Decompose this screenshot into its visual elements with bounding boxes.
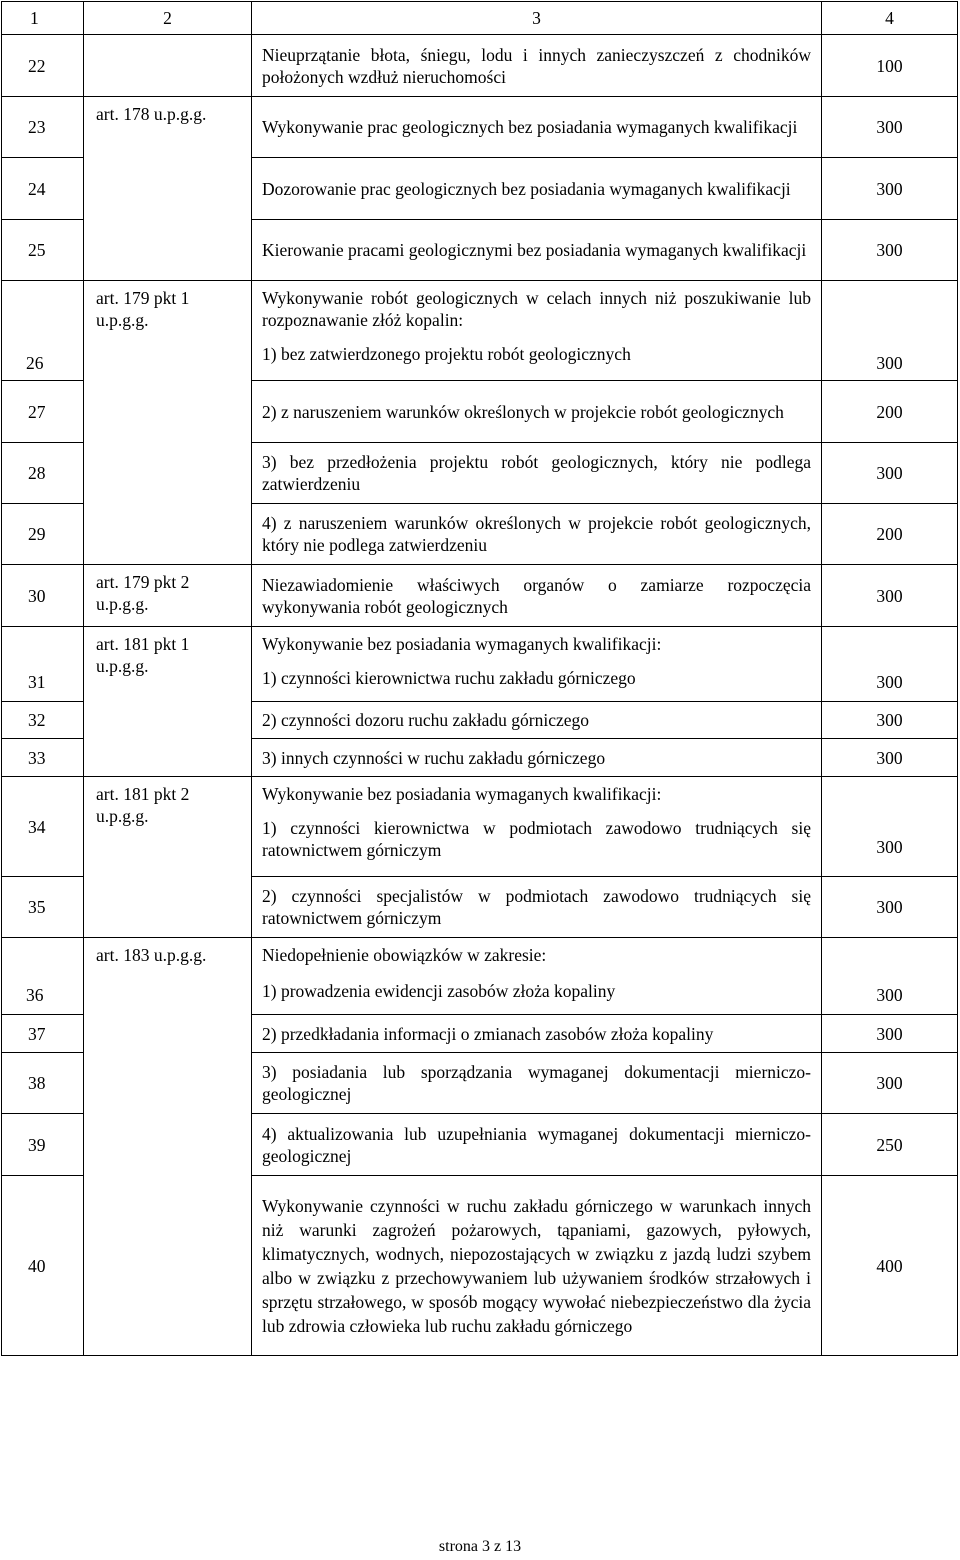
offence-description: Wykonywanie prac geologicznych bez posiadania wymaganych kwalifikacji bbox=[252, 97, 822, 158]
table-row bbox=[2, 777, 958, 877]
row-number: 34 bbox=[2, 777, 84, 877]
row-number: 31 bbox=[2, 627, 84, 702]
group-intro: Wykonywanie bez posiadania wymaganych kwalifikacji: bbox=[262, 634, 662, 654]
offence-description: 2) czynności dozoru ruchu zakładu górniczego bbox=[252, 702, 822, 739]
row-number: 36 bbox=[2, 938, 84, 1015]
fine-amount: 300 bbox=[822, 565, 958, 627]
fine-amount: 300 bbox=[822, 739, 958, 777]
fine-amount: 300 bbox=[822, 627, 958, 702]
fine-amount: 300 bbox=[822, 158, 958, 220]
fine-amount: 100 bbox=[822, 35, 958, 97]
legal-basis: art. 181 pkt 1 u.p.g.g. bbox=[96, 634, 190, 676]
row-number: 22 bbox=[2, 35, 84, 97]
fine-amount: 200 bbox=[822, 381, 958, 443]
offence-description: 2) czynności specjalistów w podmiotach zawodowo trudniących się ratownictwem górniczym bbox=[252, 877, 822, 938]
fine-amount: 300 bbox=[822, 443, 958, 504]
fine-amount: 250 bbox=[822, 1114, 958, 1176]
fine-amount: 300 bbox=[822, 1053, 958, 1114]
row-number: 38 bbox=[2, 1053, 84, 1114]
article-cell bbox=[84, 565, 252, 627]
offence-item: 1) czynności kierownictwa w podmiotach zawodowo trudniących się ratownictwem górniczym bbox=[262, 818, 811, 860]
offence-description bbox=[252, 627, 822, 702]
offence-description: 4) z naruszeniem warunków określonych w projekcie robót geologicznych, który nie podlega zatwierdzeniu bbox=[252, 504, 822, 565]
offence-description bbox=[252, 938, 822, 1015]
fine-amount: 300 bbox=[822, 220, 958, 281]
row-number: 25 bbox=[2, 220, 84, 281]
article-cell bbox=[84, 627, 252, 777]
table-row bbox=[2, 627, 958, 702]
row-number: 28 bbox=[2, 443, 84, 504]
table-row bbox=[2, 281, 958, 381]
offence-description: Nieuprzątanie błota, śniegu, lodu i innych zanieczyszczeń z chodników położonych wzdłuż nieruchomości bbox=[252, 35, 822, 97]
offence-description bbox=[252, 777, 822, 877]
legal-basis: art. 179 pkt 1 u.p.g.g. bbox=[96, 288, 190, 330]
header-col-4: 4 bbox=[822, 2, 958, 35]
legal-basis: art. 181 pkt 2 u.p.g.g. bbox=[96, 784, 190, 826]
article-cell bbox=[84, 97, 252, 281]
row-number: 27 bbox=[2, 381, 84, 443]
group-intro: Niedopełnienie obowiązków w zakresie: bbox=[262, 945, 547, 965]
fine-amount: 300 bbox=[822, 777, 958, 877]
offence-description: Dozorowanie prac geologicznych bez posiadania wymaganych kwalifikacji bbox=[252, 158, 822, 220]
fine-amount: 300 bbox=[822, 938, 958, 1015]
offence-description: 2) przedkładania informacji o zmianach zasobów złoża kopaliny bbox=[252, 1015, 822, 1053]
article-cell bbox=[84, 777, 252, 938]
row-number: 32 bbox=[2, 702, 84, 739]
offence-description: 3) posiadania lub sporządzania wymaganej dokumentacji mierniczo-geologicznej bbox=[252, 1053, 822, 1114]
fine-amount: 300 bbox=[822, 281, 958, 381]
offence-item: 1) czynności kierownictwa ruchu zakładu górniczego bbox=[262, 668, 636, 688]
header-col-3: 3 bbox=[252, 2, 822, 35]
article-cell bbox=[84, 281, 252, 565]
legal-basis: art. 178 u.p.g.g. bbox=[96, 104, 207, 124]
offence-description: 3) bez przedłożenia projektu robót geologicznych, który nie podlega zatwierdzeniu bbox=[252, 443, 822, 504]
row-number: 39 bbox=[2, 1114, 84, 1176]
offence-description: 4) aktualizowania lub uzupełniania wymaganej dokumentacji mierniczo-geologicznej bbox=[252, 1114, 822, 1176]
group-intro: Wykonywanie bez posiadania wymaganych kwalifikacji: bbox=[262, 784, 662, 804]
row-number: 40 bbox=[2, 1176, 84, 1356]
table-row bbox=[2, 565, 958, 627]
fine-amount: 400 bbox=[822, 1176, 958, 1356]
table-row bbox=[2, 938, 958, 1015]
row-number: 23 bbox=[2, 97, 84, 158]
offence-description bbox=[252, 281, 822, 381]
fines-table bbox=[1, 1, 958, 1356]
fine-amount: 300 bbox=[822, 97, 958, 158]
row-number: 33 bbox=[2, 739, 84, 777]
offence-description: Niezawiadomienie właściwych organów o zamiarze rozpoczęcia wykonywania robót geologicznych bbox=[252, 565, 822, 627]
row-number: 30 bbox=[2, 565, 84, 627]
row-number: 29 bbox=[2, 504, 84, 565]
header-col-2: 2 bbox=[84, 2, 252, 35]
article-cell bbox=[84, 938, 252, 1356]
header-row bbox=[2, 2, 958, 35]
offence-item: 1) prowadzenia ewidencji zasobów złoża kopaliny bbox=[262, 981, 616, 1001]
fine-amount: 300 bbox=[822, 702, 958, 739]
fine-amount: 300 bbox=[822, 1015, 958, 1053]
page-footer: strona 3 z 13 bbox=[438, 1538, 522, 1555]
fine-amount: 300 bbox=[822, 877, 958, 938]
article-cell bbox=[84, 35, 252, 97]
row-number: 35 bbox=[2, 877, 84, 938]
table-row bbox=[2, 35, 958, 97]
offence-description: 3) innych czynności w ruchu zakładu górniczego bbox=[252, 739, 822, 777]
fine-amount: 200 bbox=[822, 504, 958, 565]
legal-basis: art. 179 pkt 2 u.p.g.g. bbox=[96, 572, 190, 614]
row-number: 24 bbox=[2, 158, 84, 220]
table-row bbox=[2, 97, 958, 158]
legal-basis: art. 183 u.p.g.g. bbox=[96, 945, 207, 965]
offence-description: 2) z naruszeniem warunków określonych w projekcie robót geologicznych bbox=[252, 381, 822, 443]
group-intro: Wykonywanie robót geologicznych w celach innych niż poszukiwanie lub rozpoznawanie złóż kopalin: bbox=[262, 288, 811, 330]
row-number: 37 bbox=[2, 1015, 84, 1053]
offence-description: Wykonywanie czynności w ruchu zakładu górniczego w warunkach innych niż warunki zagrożeń pożarowych, tąpaniami, gazowych, pyłowych, klimatycznych, wodnych, niepozostających w związku z jazdą ludzi szybem albo w związku z przechowywaniem lub używaniem środków strzałowych i sprzętu strzałowego, w sposób mogący wywołać niebezpieczeństwo dla życia lub zdrowia człowieka lub ruchu zakładu górniczego bbox=[252, 1176, 822, 1356]
offence-item: 1) bez zatwierdzonego projektu robót geologicznych bbox=[262, 344, 631, 364]
header-col-1: 1 bbox=[2, 2, 84, 35]
row-number: 26 bbox=[2, 281, 84, 381]
offence-description: Kierowanie pracami geologicznymi bez posiadania wymaganych kwalifikacji bbox=[252, 220, 822, 281]
